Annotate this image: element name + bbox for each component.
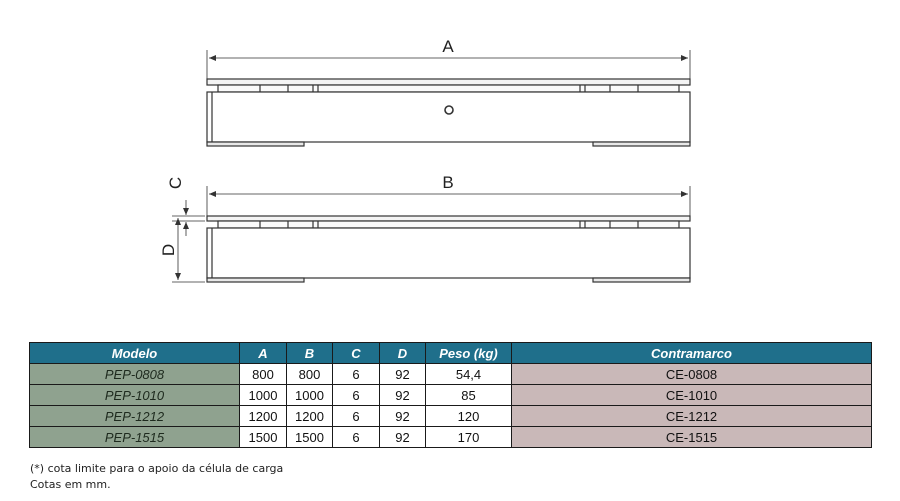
header-c: C	[333, 343, 380, 364]
right-foot-side	[593, 278, 690, 282]
dimension-label-c: C	[166, 176, 185, 190]
side-view	[172, 186, 690, 282]
cell-contramarco: CE-1515	[512, 427, 872, 448]
platform-body-side	[207, 228, 690, 278]
dimension-label-d: D	[159, 243, 178, 257]
header-a: A	[240, 343, 287, 364]
cell-a: 1000	[240, 385, 287, 406]
right-foot	[593, 142, 690, 146]
cell-d: 92	[380, 427, 426, 448]
cell-modelo: PEP-1010	[30, 385, 240, 406]
cell-peso: 170	[426, 427, 512, 448]
notes	[30, 461, 283, 493]
top-plate	[207, 79, 690, 85]
cell-modelo: PEP-0808	[30, 364, 240, 385]
cell-b: 1500	[287, 427, 333, 448]
cell-contramarco: CE-1212	[512, 406, 872, 427]
cell-contramarco: CE-1010	[512, 385, 872, 406]
cell-a: 1200	[240, 406, 287, 427]
cell-peso: 120	[426, 406, 512, 427]
cell-peso: 85	[426, 385, 512, 406]
cell-a: 1500	[240, 427, 287, 448]
cell-b: 1200	[287, 406, 333, 427]
header-b: B	[287, 343, 333, 364]
left-foot	[207, 142, 304, 146]
header-contramarco: Contramarco	[512, 343, 872, 364]
note-cotas-em-mm: Cotas em mm.	[30, 478, 111, 491]
header-peso: Peso (kg)	[426, 343, 512, 364]
specifications-table	[29, 342, 872, 448]
cell-peso: 54,4	[426, 364, 512, 385]
top-view	[207, 50, 690, 146]
cell-modelo: PEP-1212	[30, 406, 240, 427]
cell-c: 6	[333, 427, 380, 448]
top-plate-side	[207, 216, 690, 221]
cell-c: 6	[333, 406, 380, 427]
cell-a: 800	[240, 364, 287, 385]
header-d: D	[380, 343, 426, 364]
dimension-label-a: A	[442, 37, 454, 56]
table-row	[30, 427, 872, 448]
table-header-row	[30, 343, 872, 364]
table-row	[30, 385, 872, 406]
left-foot-side	[207, 278, 304, 282]
cell-c: 6	[333, 385, 380, 406]
cell-d: 92	[380, 385, 426, 406]
cell-contramarco: CE-0808	[512, 364, 872, 385]
cell-b: 800	[287, 364, 333, 385]
table-row	[30, 364, 872, 385]
cell-c: 6	[333, 364, 380, 385]
table-row	[30, 406, 872, 427]
note-cota-limite: (*) cota limite para o apoio da célula de carga	[30, 462, 284, 475]
cell-modelo: PEP-1515	[30, 427, 240, 448]
cell-d: 92	[380, 364, 426, 385]
cell-d: 92	[380, 406, 426, 427]
cell-b: 1000	[287, 385, 333, 406]
dimension-label-b: B	[442, 173, 454, 192]
platform-body	[207, 92, 690, 142]
header-modelo: Modelo	[30, 343, 240, 364]
